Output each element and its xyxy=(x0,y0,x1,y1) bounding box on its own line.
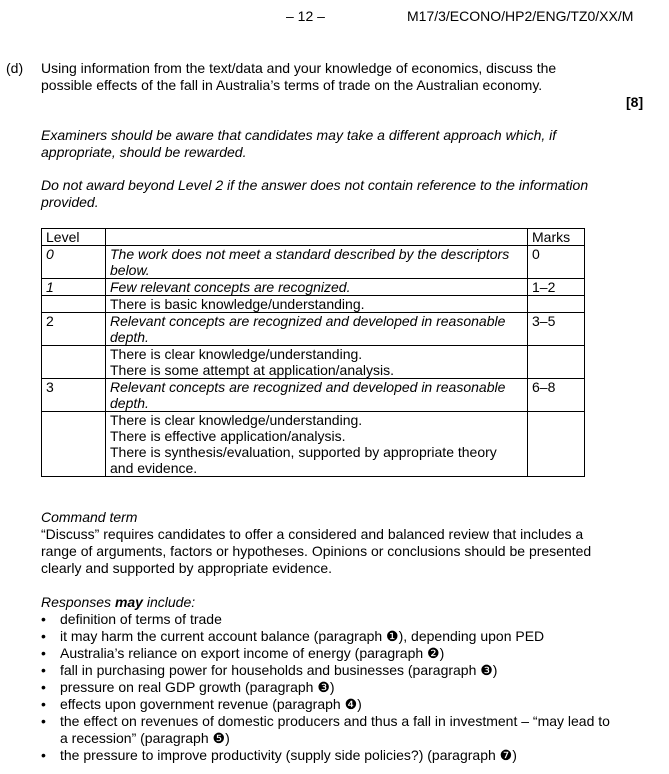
document-code: M17/3/ECONO/HP2/ENG/TZ0/XX/M xyxy=(407,8,634,24)
bullet-icon: • xyxy=(41,679,46,695)
detail-line: There is some attempt at application/analysis. xyxy=(110,362,395,378)
desc-cell: The work does not meet a standard described by the descriptors below. xyxy=(106,246,528,279)
list-item: • pressure on real GDP growth (paragraph ❸) xyxy=(41,679,335,695)
level-cell: 0 xyxy=(42,246,106,279)
level-cell: 2 xyxy=(42,313,106,346)
detail-line: There is effective application/analysis. xyxy=(110,428,346,444)
detail-cell xyxy=(106,346,528,379)
level-cell: 1 xyxy=(42,279,106,296)
detail-line: There is clear knowledge/understanding. xyxy=(110,412,363,428)
level-header: Level xyxy=(42,229,106,246)
detail-line: There is clear knowledge/understanding. xyxy=(110,346,363,362)
marks-cell: 6–8 xyxy=(528,379,585,412)
list-item: • fall in purchasing power for households and businesses (paragraph ❸) xyxy=(41,662,498,678)
table-header-row xyxy=(42,229,585,246)
examiner-note: Examiners should be aware that candidates may take a different approach which, if appropriate, should be rewarded. xyxy=(41,127,557,160)
bullet-icon: • xyxy=(41,628,46,644)
marks-cell: 1–2 xyxy=(528,279,585,296)
bullet-icon: • xyxy=(41,611,46,627)
table-row xyxy=(42,313,585,346)
table-row xyxy=(42,279,585,296)
list-item: • it may harm the current account balance (paragraph ❶), depending upon PED xyxy=(41,628,545,644)
desc-cell: Relevant concepts are recognized and developed in reasonable depth. xyxy=(106,313,528,346)
marks-cell: 3–5 xyxy=(528,313,585,346)
table-detail-row xyxy=(42,412,585,477)
page-number: – 12 – xyxy=(286,8,325,24)
table-detail-row xyxy=(42,346,585,379)
desc-cell: Few relevant concepts are recognized. xyxy=(106,279,528,296)
desc-cell: Relevant concepts are recognized and developed in reasonable depth. xyxy=(106,379,528,412)
table-row xyxy=(42,246,585,279)
command-term-heading: Command term xyxy=(41,509,138,525)
responses-list xyxy=(41,611,621,764)
responses-section xyxy=(41,594,621,764)
question-marks: [8] xyxy=(626,94,644,110)
question-text: Using information from the text/data and your knowledge of economics, discuss the possible effects of the fall in Australia’s terms of trade on the Australian economy. xyxy=(41,60,557,93)
list-item: • Australia’s reliance on export income of energy (paragraph ❷) xyxy=(41,645,445,661)
detail-line: There is basic knowledge/understanding. xyxy=(110,296,365,312)
bullet-icon: • xyxy=(41,645,46,661)
level-cell: 3 xyxy=(42,379,106,412)
bullet-icon: • xyxy=(41,713,46,729)
markband-table xyxy=(41,228,585,477)
table-detail-row xyxy=(42,296,585,313)
list-item: • definition of terms of trade xyxy=(41,611,222,627)
list-item: • the pressure to improve productivity (supply side policies?) (paragraph ❼) xyxy=(41,747,517,763)
desc-header xyxy=(106,229,528,246)
detail-line: There is synthesis/evaluation, supported by appropriate theory and evidence. xyxy=(110,444,497,476)
marks-cell: 0 xyxy=(528,246,585,279)
marks-header: Marks xyxy=(528,229,585,246)
detail-cell xyxy=(106,412,528,477)
bullet-icon: • xyxy=(41,747,46,763)
list-item: • effects upon government revenue (paragraph ❹) xyxy=(41,696,362,712)
question-label: (d) xyxy=(6,60,24,76)
bullet-icon: • xyxy=(41,696,46,712)
table-row xyxy=(42,379,585,412)
detail-cell xyxy=(106,296,528,313)
level-restriction-note: Do not award beyond Level 2 if the answer does not contain reference to the information provided. xyxy=(41,177,589,210)
responses-heading: Responses may include: xyxy=(41,594,196,610)
command-term-section xyxy=(41,509,601,577)
bullet-icon: • xyxy=(41,662,46,678)
command-term-text: “Discuss” requires candidates to offer a considered and balanced review that includes a range of arguments, factors or hypotheses. Opinions or conclusions should be presented clearly and supported by appropriate evidence. xyxy=(41,526,592,576)
list-item: • the effect on revenues of domestic producers and thus a fall in investment – “may lead to a recession” (paragraph ❺) xyxy=(41,713,610,746)
